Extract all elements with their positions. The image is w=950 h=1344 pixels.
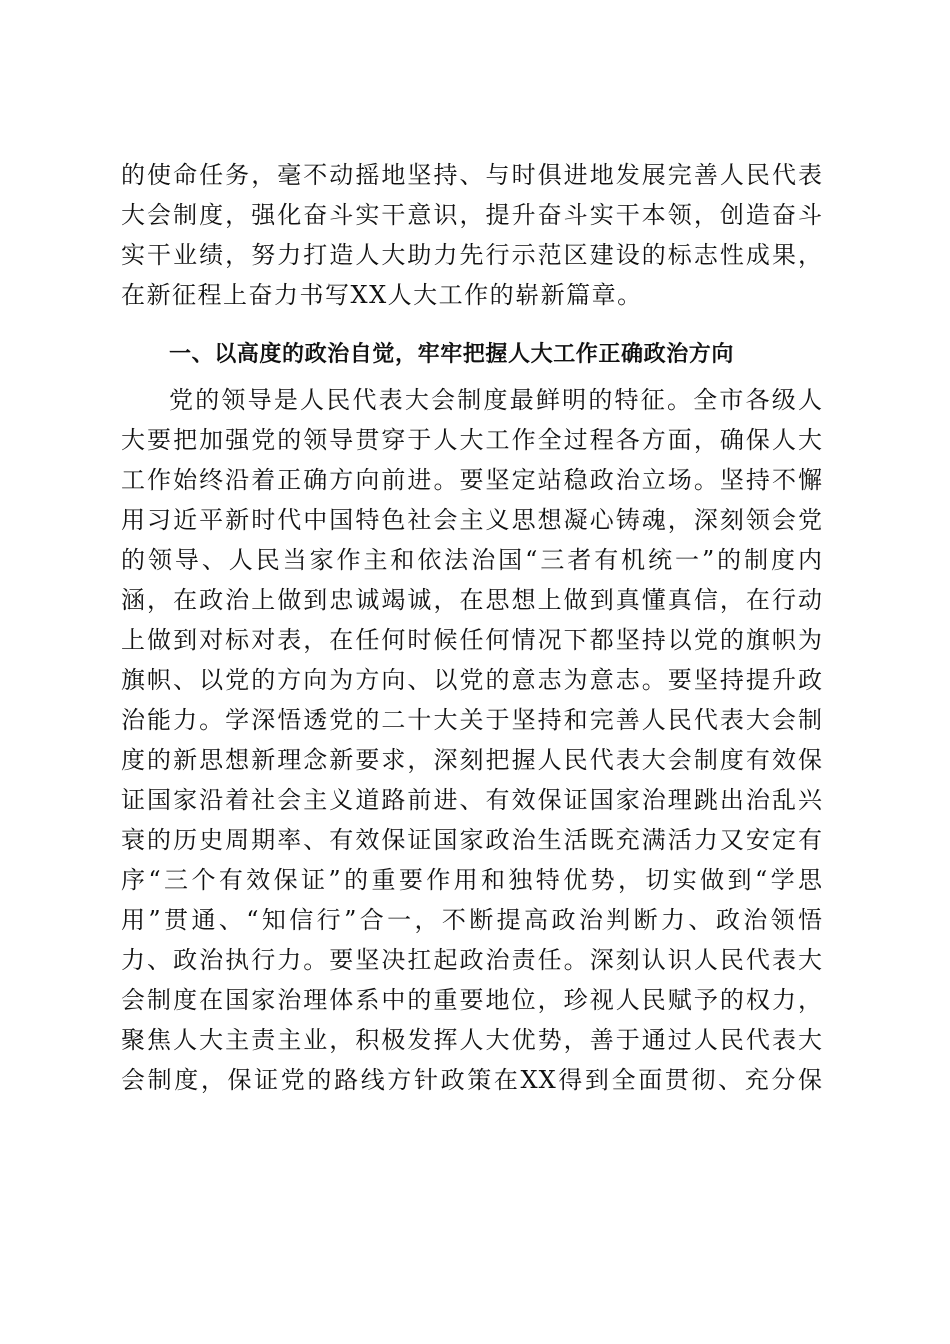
text-line: 旗帜、以党的方向为方向、以党的意志为意志。要坚持提升政 [121, 666, 823, 694]
text-line: 聚焦人大主责主业，积极发挥人大优势，善于通过人民代表大 [121, 1026, 823, 1054]
text-line: 序“三个有效保证”的重要作用和独特优势，切实做到“学思 [121, 866, 823, 894]
section-heading: 一、以高度的政治自觉，牢牢把握人大工作正确政治方向 [169, 342, 735, 367]
text-line: 的领导、人民当家作主和依法治国“三者有机统一”的制度内 [121, 546, 823, 574]
text-line: 的使命任务，毫不动摇地坚持、与时俱进地发展完善人民代表 [121, 161, 823, 189]
text-line: 在新征程上奋力书写XX人大工作的崭新篇章。 [121, 281, 643, 309]
text-line: 治能力。学深悟透党的二十大关于坚持和完善人民代表大会制 [121, 706, 823, 734]
text-line: 会制度在国家治理体系中的重要地位，珍视人民赋予的权力， [121, 986, 823, 1014]
text-line: 力、政治执行力。要坚决扛起政治责任。深刻认识人民代表大 [121, 946, 823, 974]
text-line: 实干业绩，努力打造人大助力先行示范区建设的标志性成果， [121, 241, 823, 269]
text-line: 证国家沿着社会主义道路前进、有效保证国家治理跳出治乱兴 [121, 786, 823, 814]
intro-paragraph [121, 155, 823, 315]
text-line: 工作始终沿着正确方向前进。要坚定站稳政治立场。坚持不懈 [121, 466, 823, 494]
text-line: 会制度，保证党的路线方针政策在XX得到全面贯彻、充分保 [121, 1066, 823, 1094]
text-line: 大要把加强党的领导贯穿于人大工作全过程各方面，确保人大 [121, 426, 823, 454]
text-line: 用”贯通、“知信行”合一，不断提高政治判断力、政治领悟 [121, 906, 823, 934]
text-line: 度的新思想新理念新要求，深刻把握人民代表大会制度有效保 [121, 746, 823, 774]
body-paragraph [121, 380, 823, 1100]
text-line: 用习近平新时代中国特色社会主义思想凝心铸魂，深刻领会党 [121, 506, 823, 534]
text-line: 上做到对标对表，在任何时候任何情况下都坚持以党的旗帜为 [121, 626, 823, 654]
text-line: 大会制度，强化奋斗实干意识，提升奋斗实干本领，创造奋斗 [121, 201, 823, 229]
text-line: 涵，在政治上做到忠诚竭诚，在思想上做到真懂真信，在行动 [121, 586, 823, 614]
text-line: 衰的历史周期率、有效保证国家政治生活既充满活力又安定有 [121, 826, 823, 854]
text-line: 党的领导是人民代表大会制度最鲜明的特征。全市各级人 [169, 386, 823, 414]
